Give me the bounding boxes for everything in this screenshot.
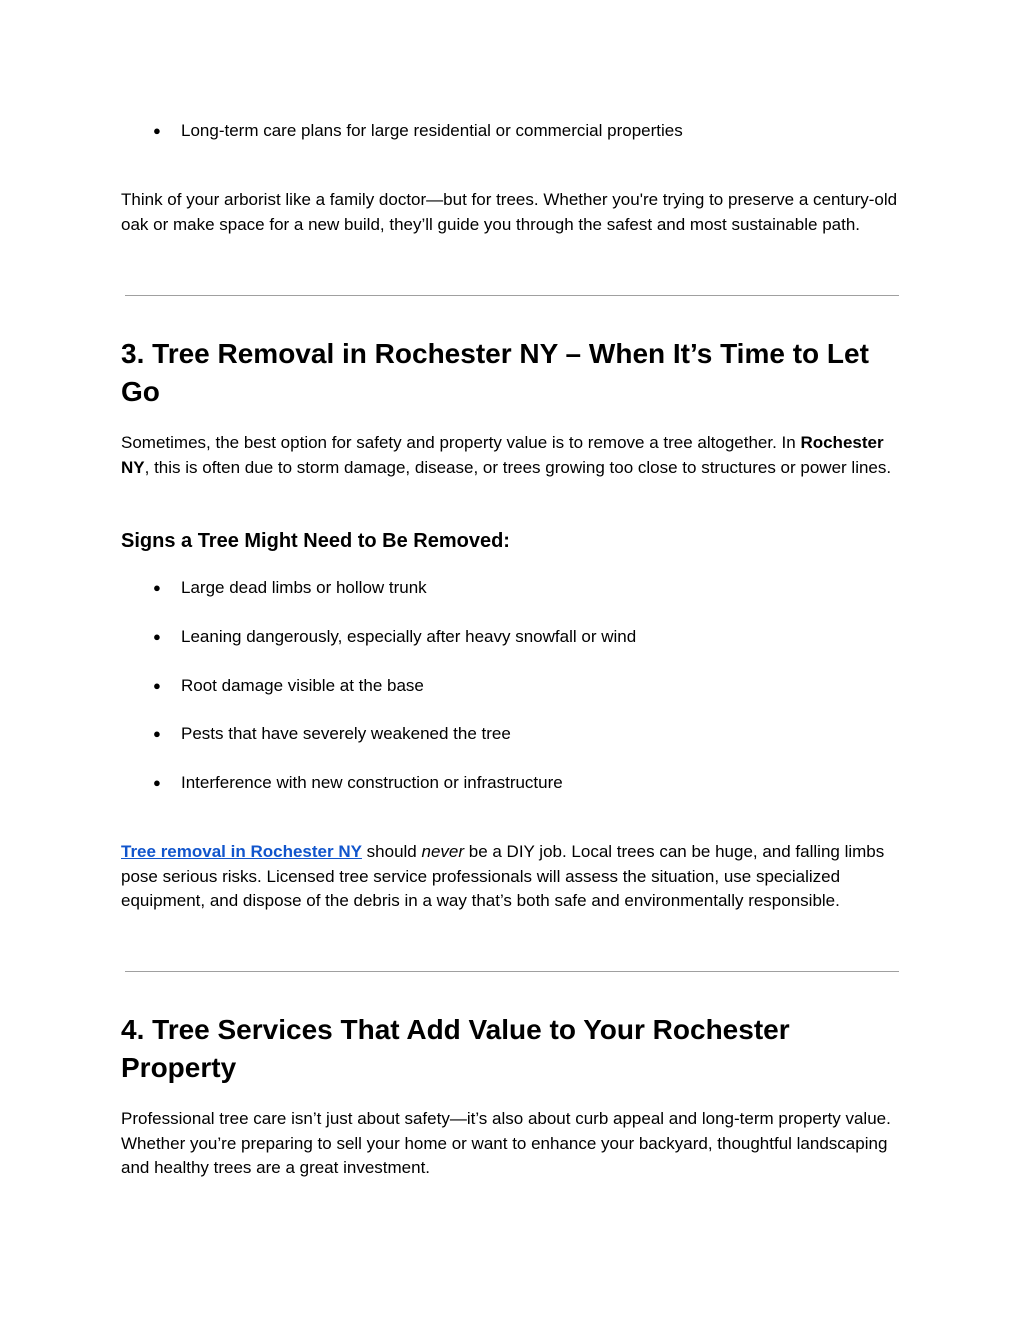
list-item-text: Long-term care plans for large residential or commercial properties [181,121,683,140]
intro-paragraph: Think of your arborist like a family doctor—but for trees. Whether you're trying to preserve a century-old oak or make space for a new build, they’ll guide you through the safest and most sustainable path. [121,190,898,234]
list-item [153,674,424,698]
bullet-icon: ● [153,775,161,790]
list-item-text: Pests that have severely weakened the tree [181,724,511,743]
paragraph-text: , this is often due to storm damage, disease, or trees growing too close to structures or power lines. [144,457,892,477]
section-3-heading: 3. Tree Removal in Rochester NY – When It’s Time to Let Go [121,338,869,407]
list-item [153,119,683,143]
section-3-warning-paragraph [121,840,911,914]
paragraph-text: be a DIY job. Local trees can be huge, and falling limbs pose serious risks. Licensed tree service professionals will assess the situation, use specialized equipment, and dispose of the debris in a way that’s both safe and environmentally responsible. [121,842,885,910]
list-item [153,722,511,746]
paragraph-text: Sometimes, the best option for safety and property value is to remove a tree altogether. In [121,433,801,452]
list-item-text: Leaning dangerously, especially after heavy snowfall or wind [181,627,637,646]
bullet-icon: ● [153,123,161,138]
horizontal-divider [125,295,899,296]
bullet-icon: ● [153,580,161,595]
list-item [153,625,636,649]
bold-location: Rochester NY [121,433,884,477]
horizontal-divider [125,971,899,972]
paragraph-text: should [361,842,422,861]
list-item-text: Interference with new construction or infrastructure [181,773,563,792]
bullet-icon: ● [153,726,161,741]
bullet-icon: ● [153,629,161,644]
section-4-heading: 4. Tree Services That Add Value to Your Rochester Property [121,1014,790,1083]
list-item-text: Root damage visible at the base [181,676,424,695]
section-4-intro-paragraph: Professional tree care isn’t just about safety—it’s also about curb appeal and long-term property value. Whether you’re preparing to sell your home or want to enhance your backyard, thoughtful landscaping and healthy trees are a great investment. [121,1109,891,1177]
list-item [153,771,563,795]
list-item [153,576,427,600]
signs-subheading: Signs a Tree Might Need to Be Removed: [121,530,510,552]
tree-removal-link[interactable]: Tree removal in Rochester NY [121,842,362,861]
section-3-intro-paragraph [121,431,911,480]
list-item-text: Large dead limbs or hollow trunk [181,578,427,597]
emphasis-text: never [421,842,465,861]
bullet-icon: ● [153,678,161,693]
